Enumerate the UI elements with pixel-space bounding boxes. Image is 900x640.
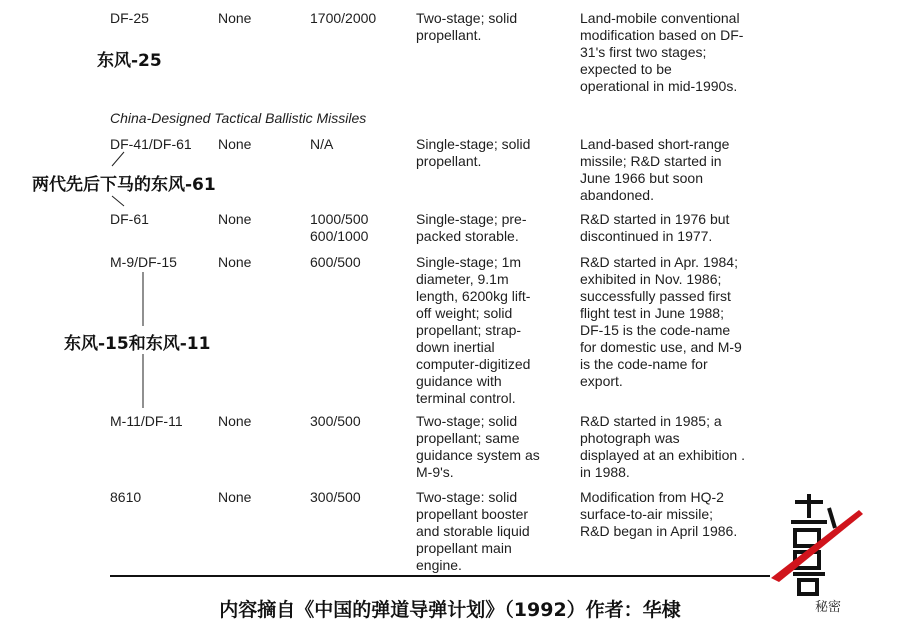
- row-df61-remarks: R&D started in 1976 but discontinued in 1977.: [580, 211, 730, 244]
- row-m9-warhead: None: [218, 254, 252, 270]
- logo-subtext: 秘密: [815, 600, 842, 615]
- row-8610-range: 300/500: [310, 489, 361, 505]
- row-df41-propulsion: Single-stage; solid propellant.: [416, 136, 531, 169]
- row-df25-remarks: Land-mobile conventional modification based on DF- 31's first two stages; expected to be operational in mid-1990s.: [580, 10, 744, 94]
- row-df41-name: DF-41/DF-61: [110, 136, 192, 152]
- row-m11-range: 300/500: [310, 413, 361, 429]
- row-m11-propulsion: Two-stage; solid propellant; same guidance system as M-9's.: [416, 413, 540, 480]
- row-df41-remarks: Land-based short-range missile; R&D started in June 1966 but soon abandoned.: [580, 136, 730, 203]
- row-df61-warhead: None: [218, 211, 252, 227]
- connector-df61: [112, 196, 124, 206]
- row-m11-name: M-11/DF-11: [110, 413, 183, 429]
- row-m11-warhead: None: [218, 413, 252, 429]
- row-m9-propulsion: Single-stage; 1m diameter, 9.1m length, 6200kg lift- off weight; solid propellant; strap- down inertial computer-digitized guidance with terminal control.: [416, 254, 531, 406]
- row-8610-remarks: Modification from HQ-2 surface-to-air missile; R&D began in April 1986.: [580, 489, 738, 539]
- row-df61-name: DF-61: [110, 211, 149, 227]
- section-title: China-Designed Tactical Ballistic Missiles: [110, 110, 367, 126]
- annotation-df15-df11: 东风-15和东风-11: [64, 334, 211, 354]
- row-8610-propulsion: Two-stage: solid propellant booster and storable liquid propellant main engine.: [416, 489, 530, 573]
- logo-mark: [765, 488, 865, 598]
- row-df25-propulsion: Two-stage; solid propellant.: [416, 10, 518, 43]
- row-m9-name: M-9/DF-15: [110, 254, 177, 270]
- row-df61-range: 1000/500 600/1000: [310, 211, 369, 244]
- table-bottom-rule: [110, 575, 770, 577]
- connector-df41: [112, 152, 124, 166]
- annotation-df61: 两代先后下马的东风-61: [32, 175, 216, 195]
- row-df25-warhead: None: [218, 10, 252, 26]
- row-m11-remarks: R&D started in 1985; a photograph was displayed at an exhibition . in 1988.: [580, 413, 745, 480]
- row-m9-range: 600/500: [310, 254, 361, 270]
- row-df41-range: N/A: [310, 136, 334, 152]
- row-8610-warhead: None: [218, 489, 252, 505]
- source-caption: 内容摘自《中国的弹道导弹计划》（1992）作者：华棣: [219, 599, 681, 621]
- row-df25-range: 1700/2000: [310, 10, 377, 26]
- brand-logo: [765, 488, 865, 618]
- row-df41-warhead: None: [218, 136, 252, 152]
- annotation-df25: 东风-25: [97, 51, 162, 71]
- row-m9-remarks: R&D started in Apr. 1984; exhibited in Nov. 1986; successfully passed first flight test in June 1988; DF-15 is the code-name for domestic use, and M-9 is the code-name for export.: [580, 254, 742, 389]
- row-df61-propulsion: Single-stage; pre- packed storable.: [416, 211, 527, 244]
- row-df25-name: DF-25: [110, 10, 149, 26]
- row-8610-name: 8610: [110, 489, 142, 505]
